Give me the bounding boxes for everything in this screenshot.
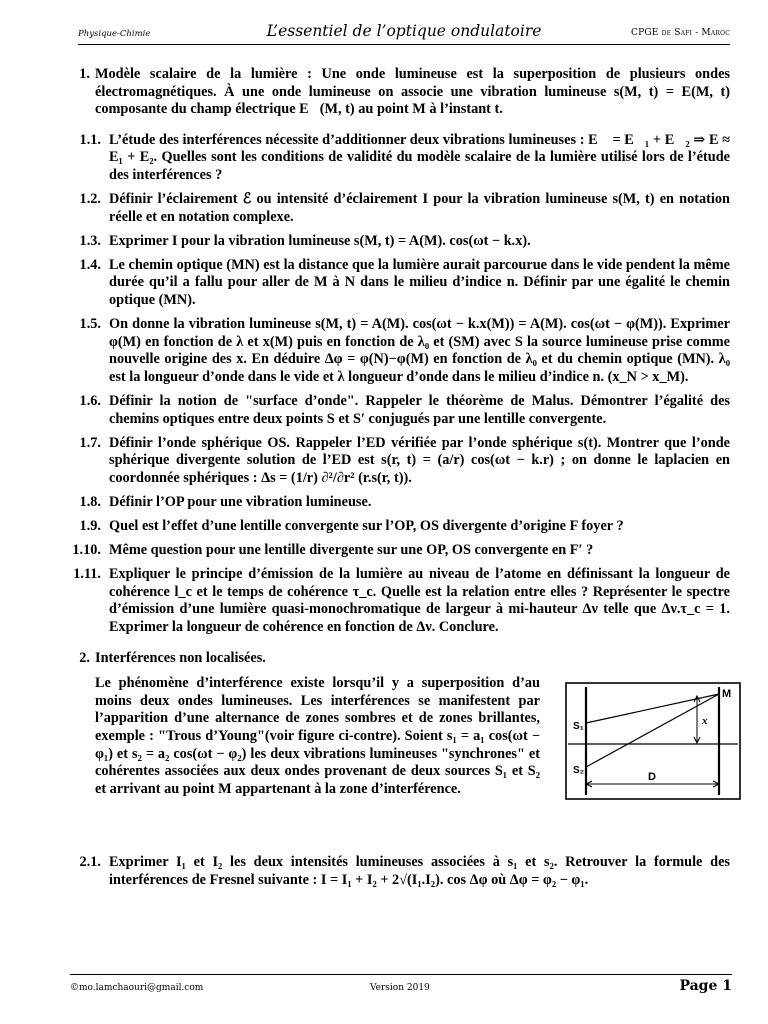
question-1-9 <box>64 518 730 536</box>
item-text: Exprimer I pour la vibration lumineuse s(M, t) = A(M). cos(ωt − k.x). <box>109 232 531 249</box>
section-2-paragraph: Le phénomène d’interférence existe lorsqu’il y a superposition d’au moins deux ondes lumineuses. Les interférences se manifestent par l’apparition d’une alternance de zones sombres et de zones brillantes, exemple : "Trous d’Young"(voir figure ci-contre). Soient s₁ = a₁ cos(ωt − φ₁) et s₂ = a₂ cos(ωt − φ₂) les deux vibrations lumineuses "synchrones" et cohérentes associées aux deux ondes provenant de deux sources S₁ et S₂ et arrivant au point M appartenant à la zone d’interférence. <box>95 675 540 797</box>
ray-s2 <box>586 694 719 767</box>
label-s2: S₂ <box>573 765 585 777</box>
item-number: 1.11. <box>73 566 101 583</box>
item-text: Quel est l’effet d’une lentille convergente sur l’OP, OS divergente d’origine F foyer ? <box>109 518 624 535</box>
question-1-11 <box>64 566 730 636</box>
header-school: CPGE de Safi - Maroc <box>631 28 730 38</box>
question-1-7 <box>64 435 730 488</box>
item-number: 1.6. <box>79 393 101 409</box>
header-subject: Physique-Chimie <box>78 29 151 39</box>
item-text: Définir la notion de "surface d’onde". Rappeler le théorème de Malus. Démontrer l’égalité des chemins optiques entre deux points S et S′ conjugués par une lentille convergente. <box>109 393 730 427</box>
item-number: 1.9. <box>79 518 101 535</box>
question-1-2 <box>64 191 730 226</box>
section-2-intro <box>64 675 730 840</box>
page-number: Page 1 <box>679 978 732 994</box>
item-number: 1.4. <box>79 256 101 273</box>
question-1-1 <box>64 132 730 185</box>
header-title: L’essentiel de l’optique ondulatoire <box>266 22 542 40</box>
item-text: Le chemin optique (MN) est la distance que la lumière aurait parcourue dans le vide pendent la même durée qu’il a fallu pour aller de M à N dans le milieu d’indice n. Définir par une égalité le chemin optique (MN). <box>109 256 730 309</box>
item-text: Définir l’éclairement ℰ ou intensité d’éclairement I pour la vibration lumineuse s(M, t) en notation réelle et en notation complexe. <box>109 191 730 225</box>
item-number: 1.10. <box>72 542 101 559</box>
young-slits-figure <box>564 681 742 801</box>
ray-s1 <box>586 694 719 723</box>
page-header <box>78 22 730 45</box>
item-text: Définir l’OP pour une vibration lumineuse. <box>109 493 372 510</box>
item-text: Modèle scalaire de la lumière : Une onde lumineuse est la superposition de plusieurs ondes électromagnétiques. À une onde lumineuse on associe une vibration lumineuse s(M, t) = E(M, t) composante du champ électrique E⃗(M, t) au point M à l’instant t. <box>95 66 730 118</box>
item-number: 1.7. <box>79 434 101 451</box>
item-text: Définir l’onde sphérique OS. Rappeler l’ED vérifiée par l’onde sphérique s(t). Montrer que l’onde sphérique divergente solution de l’ED est s(r, t) = (a/r) cos(ωt − k.r) ; on donne le laplacien en coordonnée sphériques : Δs = (1/r) ∂²/∂r² (r.s(r, t)). <box>109 434 730 486</box>
label-d: D <box>648 771 656 784</box>
item-number: 1.2. <box>79 191 101 208</box>
question-1-4 <box>64 257 730 310</box>
page-footer <box>70 974 732 999</box>
item-number: 1. <box>79 66 90 82</box>
item-text: Expliquer le principe d’émission de la lumière au niveau de l’atome en définissant la longueur de cohérence l_c et le temps de cohérence τ_c. Quelle est la relation entre elles ? Représenter le spectre d’émission d’une lumière quasi-monochromatique de largeur à mi-hauteur Δν telle que Δν.τ_c = 1. Exprimer la longueur de cohérence en fonction de Δν. Conclure. <box>109 566 730 636</box>
label-x: x <box>702 715 708 728</box>
section-title: Interférences non localisées. <box>95 649 266 666</box>
item-number: 1.3. <box>79 232 101 249</box>
section-1 <box>64 66 730 119</box>
item-number: 1.5. <box>79 316 101 333</box>
label-m: M <box>722 688 732 701</box>
question-1-10 <box>64 542 730 560</box>
question-2-1 <box>64 854 730 889</box>
section-2-heading <box>64 650 730 668</box>
label-s1: S₁ <box>573 721 584 733</box>
footer-version: Version 2019 <box>370 983 430 993</box>
item-text: Exprimer I₁ et I₂ les deux intensités lumineuses associées à s₁ et s₂. Retrouver la formule des interférences de Fresnel suivante : I = I₁ + I₂ + 2√(I₁.I₂). cos Δφ où Δφ = φ₂ − φ₁. <box>109 854 730 888</box>
question-1-5 <box>64 316 730 386</box>
item-number: 2.1. <box>79 854 101 871</box>
question-1-6 <box>64 393 730 428</box>
item-number: 2. <box>79 649 90 666</box>
question-1-3 <box>64 233 730 251</box>
question-1-8 <box>64 494 730 512</box>
footer-email: ©mo.lamchaouri@gmail.com <box>70 983 204 993</box>
document-body <box>64 66 730 896</box>
item-number: 1.1. <box>79 131 101 148</box>
item-text: On donne la vibration lumineuse s(M, t) = A(M). cos(ωt − k.x(M)) = A(M). cos(ωt − φ(M)). Exprimer φ(M) en fonction de λ et x(M) puis en fonction de λ₀ et (SM) avec S la source lumineuse prise comme nouvelle origine des x. En déduire Δφ = φ(N)−φ(M) en fonction de λ₀ et du chemin optique (MN). λ₀ est la longueur d’onde dans le vide et λ longueur d’onde dans le milieu d’indice n. (x_N > x_M). <box>109 316 730 385</box>
item-number: 1.8. <box>79 493 101 510</box>
item-text: Même question pour une lentille divergente sur une OP, OS convergente en F′ ? <box>109 542 594 559</box>
item-text: L’étude des interférences nécessite d’additionner deux vibrations lumineuses : E⃗ = E⃗₁ + E⃗₂ ⇒ E ≈ E₁ + E₂. Quelles sont les conditions de validité du modèle scalaire de la lumière utilisé lors de l’étude des interférences ? <box>109 131 730 183</box>
